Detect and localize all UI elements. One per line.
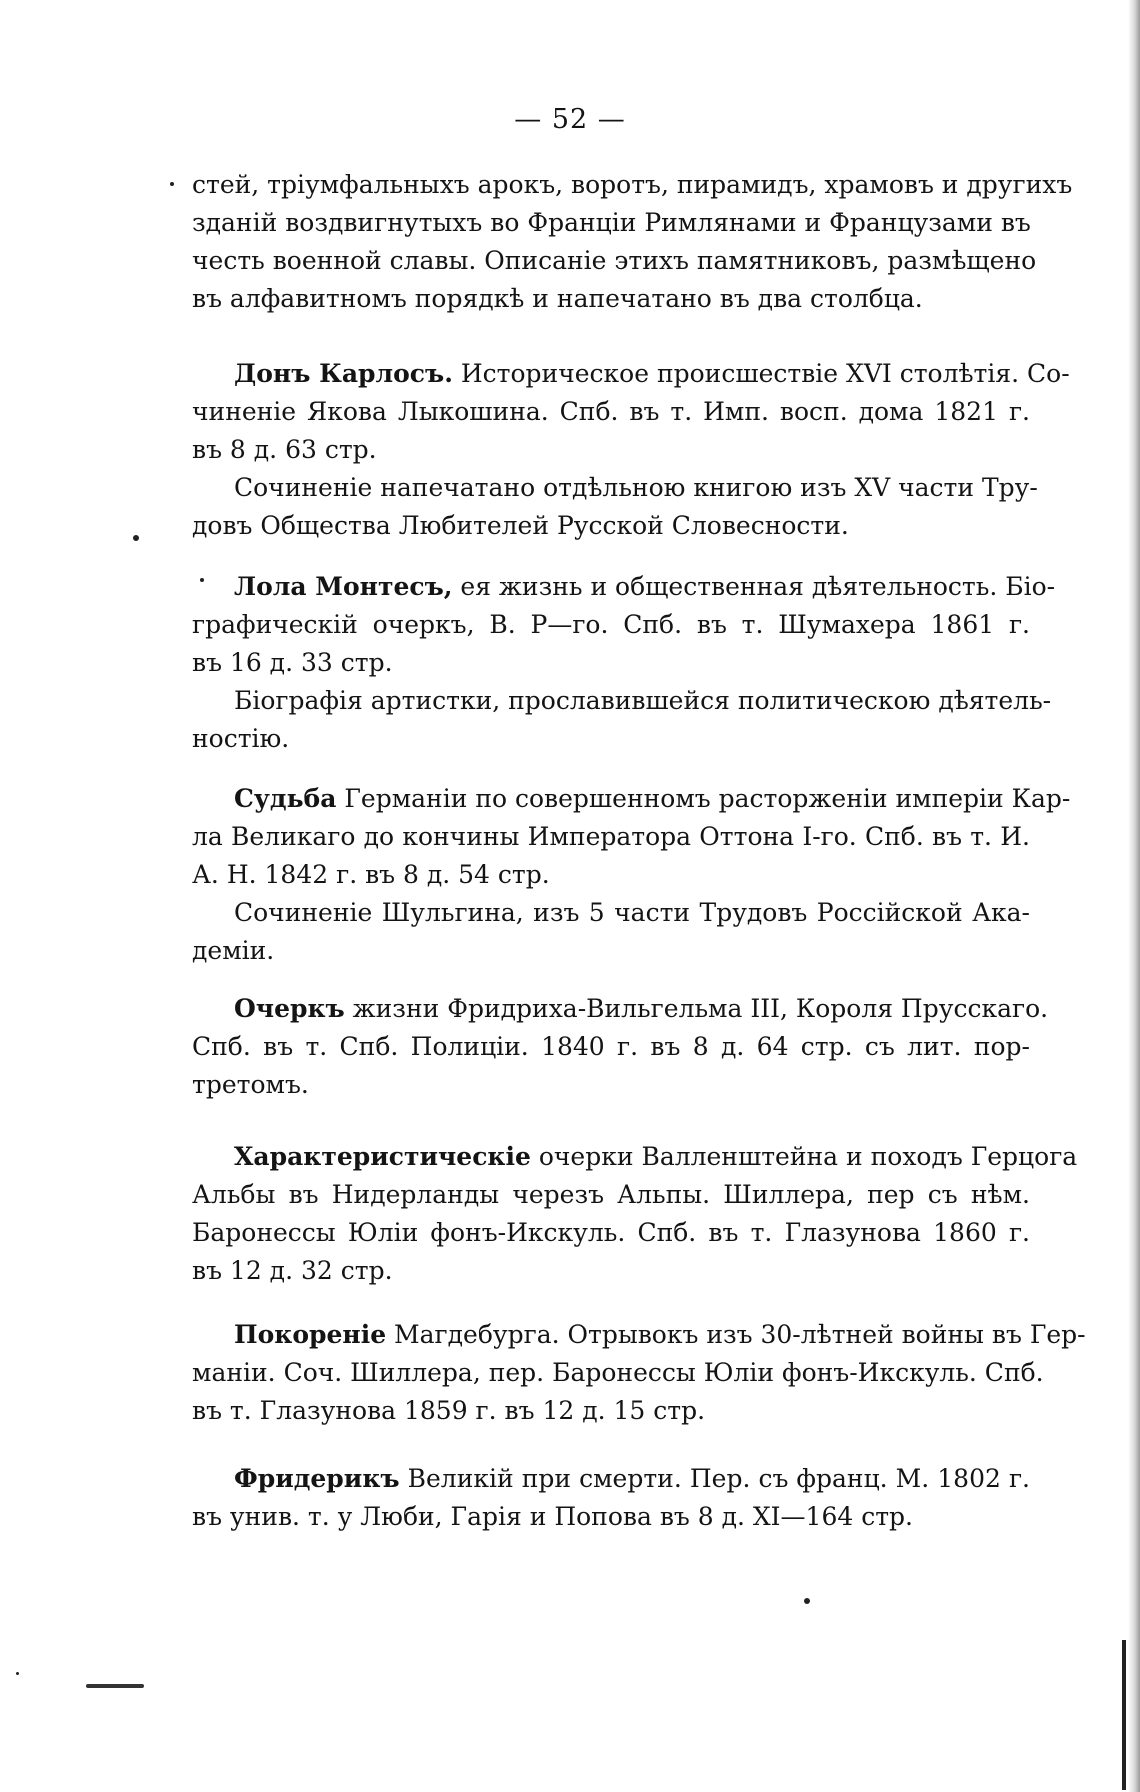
text-line: очерки Валленштейна и походъ Герцога [530,1142,1078,1171]
entry-title: Очеркъ [234,994,345,1023]
text-line: въ унив. т. у Люби, Гарія и Попова въ 8 д. XI—164 стр. [192,1502,914,1531]
entry-pokorenie [192,1316,1086,1430]
text-line: маніи. Соч. Шиллера, пер. Баронессы Юліи фонъ-Икскуль. Спб. [192,1358,1044,1387]
entry-title: Фридерикъ [234,1464,400,1493]
text-line: Баронессы Юліи фонъ-Икскуль. Спб. въ т. Глазунова 1860 г. [192,1218,1030,1247]
entry-title: Покореніе [234,1320,387,1349]
text-line: Великій при смерти. Пер. съ франц. М. 1802 г. [399,1464,1030,1493]
entry-title: Судьба [234,784,337,813]
text-line: въ т. Глазунова 1859 г. въ 12 д. 15 стр. [192,1396,706,1425]
page-edge-line [1122,1640,1126,1790]
scan-speck [200,578,204,582]
entry-friderik [192,1460,1030,1536]
text-line: въ алфавитномъ порядкѣ и напечатано въ два столбца. [192,284,923,313]
entry-don-carlos [192,355,1070,545]
entry-lola-montez [192,568,1056,758]
entry-title: Характеристическіе [234,1142,531,1171]
text-line: Историческое происшествіе XVI столѣтія. Со- [452,359,1070,388]
entry-note: ностію. [192,724,290,753]
page-number: — 52 — [514,104,626,135]
text-line: зданій воздвигнутыхъ во Франціи Римлянами и Французами въ [192,208,1031,237]
scan-smudge [86,1684,144,1688]
entry-sudba-germanii [192,780,1071,970]
text-line: А. Н. 1842 г. въ 8 д. 54 стр. [192,860,550,889]
text-line: честь военной славы. Описаніе этихъ памятниковъ, размѣщено [192,246,1037,275]
entry-kharakteristicheskie [192,1138,1078,1290]
text-line: чиненіе Якова Лыкошина. Спб. въ т. Имп. восп. дома 1821 г. [192,397,1030,426]
text-line: въ 8 д. 63 стр. [192,435,377,464]
entry-title: Донъ Карлосъ. [234,359,453,388]
text-line: въ 12 д. 32 стр. [192,1256,393,1285]
entry-note: деміи. [192,936,275,965]
text-line: жизни Фридриха-Вильгельма III, Короля Прусскаго. [344,994,1049,1023]
text-line: Магдебурга. Отрывокъ изъ 30-лѣтней войны въ Гер- [386,1320,1086,1349]
page-edge-shadow [1128,0,1140,1792]
text-line: Альбы въ Нидерланды черезъ Альпы. Шиллера, пер съ нѣм. [192,1180,1030,1209]
text-line: графическій очеркъ, В. Р—го. Спб. въ т. Шумахера 1861 г. [192,610,1030,639]
text-line: Германіи по совершенномъ расторженіи имперіи Кар- [336,784,1071,813]
scan-speck [16,1672,19,1675]
text-line: въ 16 д. 33 стр. [192,648,393,677]
scan-speck [133,535,139,541]
entry-ocherk-zhizni [192,990,1049,1104]
text-line: Спб. въ т. Спб. Полиціи. 1840 г. въ 8 д. 64 стр. съ лит. пор- [192,1032,1030,1061]
text-line: стей, тріумфальныхъ арокъ, воротъ, пирамидъ, храмовъ и другихъ [192,170,1073,199]
text-line: третомъ. [192,1070,309,1099]
text-line: ла Великаго до кончины Императора Оттона I-го. Спб. въ т. И. [192,822,1030,851]
entry-note: Біографія артистки, прославившейся политическою дѣятель- [234,686,1052,715]
text-line: ея жизнь и общественная дѣятельность. Біо- [452,572,1056,601]
entry-continuation [192,166,1073,318]
entry-title: Лола Монтесъ, [234,572,453,601]
entry-note: довъ Общества Любителей Русской Словесности. [192,511,849,540]
scan-speck [170,182,174,186]
scan-speck [804,1598,810,1604]
entry-note: Сочиненіе напечатано отдѣльною книгою изъ XV части Тру- [234,473,1038,502]
entry-note: Сочиненіе Шульгина, изъ 5 части Трудовъ Россійской Ака- [234,898,1030,927]
